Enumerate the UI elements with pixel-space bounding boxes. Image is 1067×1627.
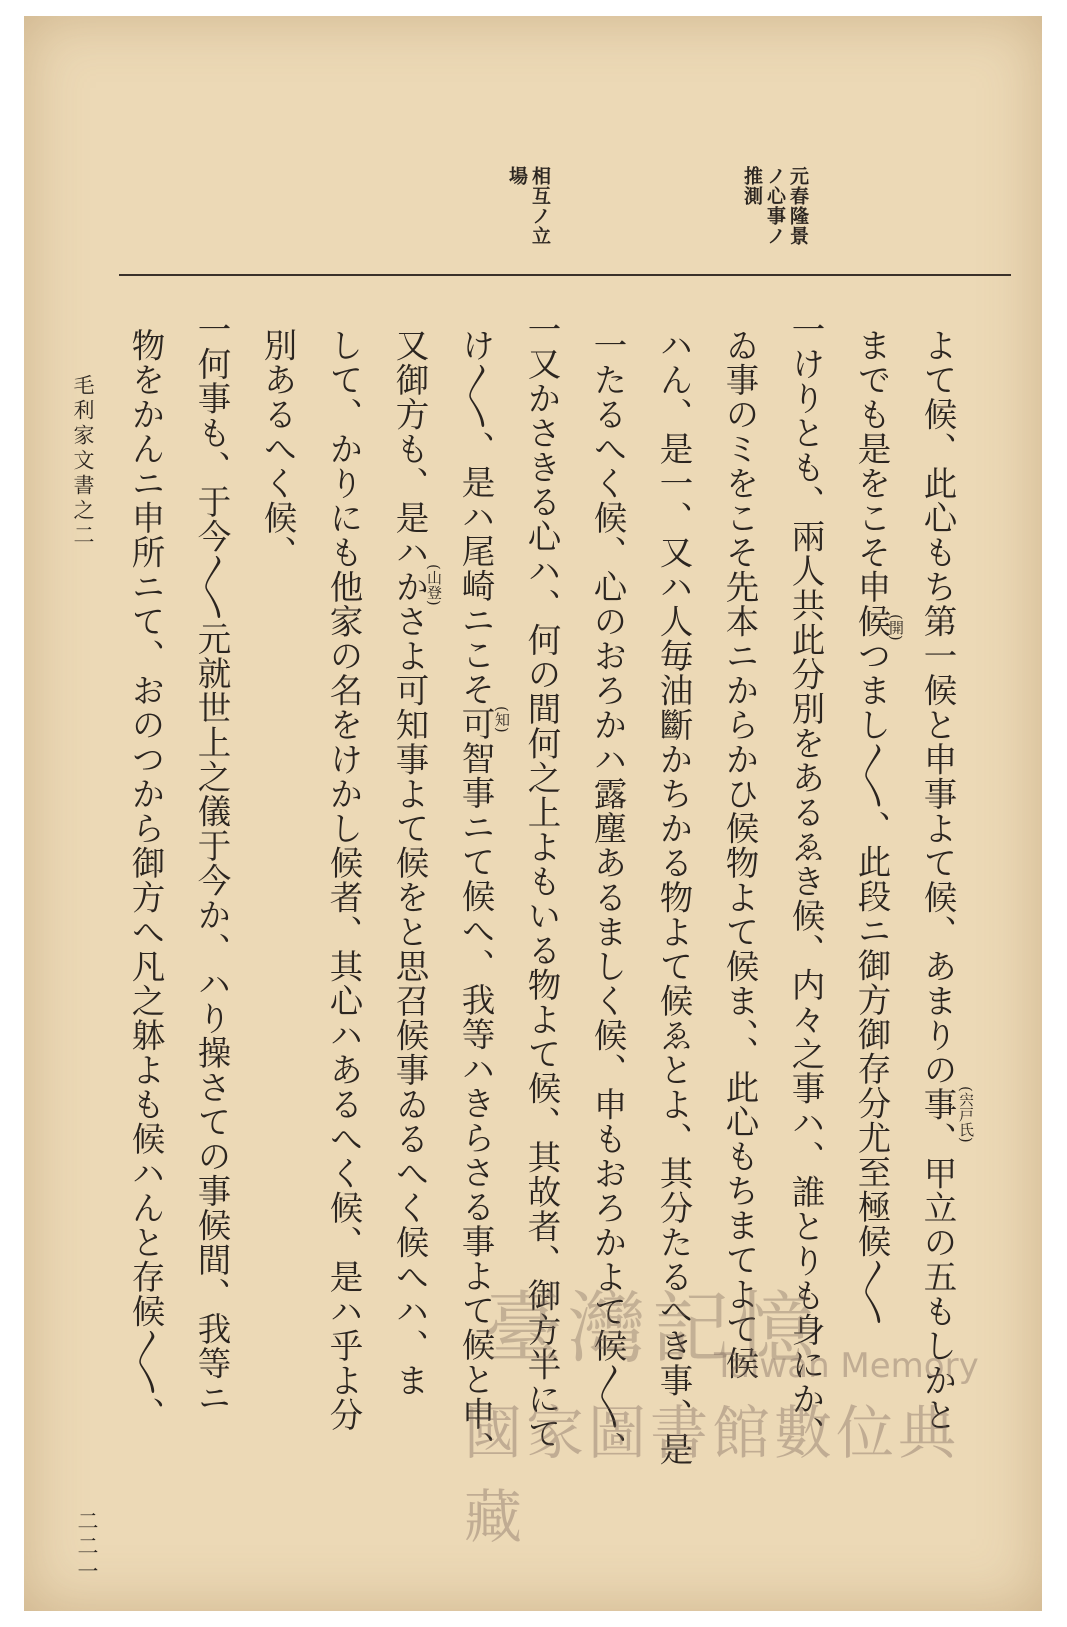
page-number: 二二一 [75, 1510, 99, 1585]
margin-note: ノ心事ノ [764, 166, 786, 246]
text-line: までも是をこそ申候つまし〳〵、此段ニ御方御存分尤至極候〳〵 [852, 328, 891, 1327]
text-line: ゐ事のミをこそ先本ニからかひ候物よて候ま、、此心もちまてよて候 [720, 328, 759, 1381]
text-line: 別あるへく候、 [258, 328, 297, 570]
ruby-note: (開) [887, 614, 905, 641]
margin-note: 推測 [741, 166, 763, 206]
watermark-title: 臺灣記憶 [484, 1284, 821, 1374]
text-line: 一又かさきる心ハ、何の間何之上よもいる物よて候、其故者、御方半にて [522, 312, 561, 1451]
margin-note: 相互ノ立 [529, 166, 551, 246]
watermark-english: Taiwan Memory [714, 1346, 979, 1386]
text-line: 一けりとも、兩人共此分別をあるゑき候、内々之事ハ、誰とりも身にか、 [786, 312, 825, 1451]
text-line: け〳〵、是ハ尾崎ニこそ可智事ニて候へ、我等ハきらさる事よて候と申、 [456, 328, 495, 1466]
text-line: ハん、是一、又ハ人毎油斷かちかる物よて候ゑとよ、其分たるへき事、是 [654, 328, 693, 1467]
header-rule [119, 274, 1011, 276]
margin-note: 場 [506, 166, 528, 186]
ruby-note: (宍戸氏) [957, 1086, 975, 1143]
margin-note: 元春隆景 [787, 166, 809, 246]
text-line: して、かりにも他家の名をけかし候者、其心ハあるへく候、是ハ乎よ分 [324, 328, 363, 1432]
text-line: 物をかんニ申所ニて、おのつから御方へ凡之躰よも候ハんと存候〳〵、 [126, 328, 165, 1431]
ruby-note: (山登) [425, 564, 443, 606]
watermark [464, 1266, 1004, 1551]
text-line: 一何事も、于今〳〵元就世上之儀于今か、ハり操さての事候間、我等ニ [192, 312, 231, 1415]
document-page [24, 16, 1042, 1611]
book-title: 毛利家文書之二 [71, 374, 95, 549]
text-line: よて候、此心もち第一候と申事よて候、あまりの事、甲立の五もしかと [918, 328, 957, 1432]
text-line: 一たるへく候、心のおろかハ露塵あるましく候、申もおろかよて候〳〵、 [588, 328, 627, 1466]
watermark-subtitle: 國家圖書館數位典藏 [464, 1399, 961, 1551]
ruby-note: (知) [493, 706, 511, 733]
text-line: 又御方も、是ハかさよ可知事よて候をと思召候事ゐるへく候へハ、ま [390, 328, 429, 1398]
